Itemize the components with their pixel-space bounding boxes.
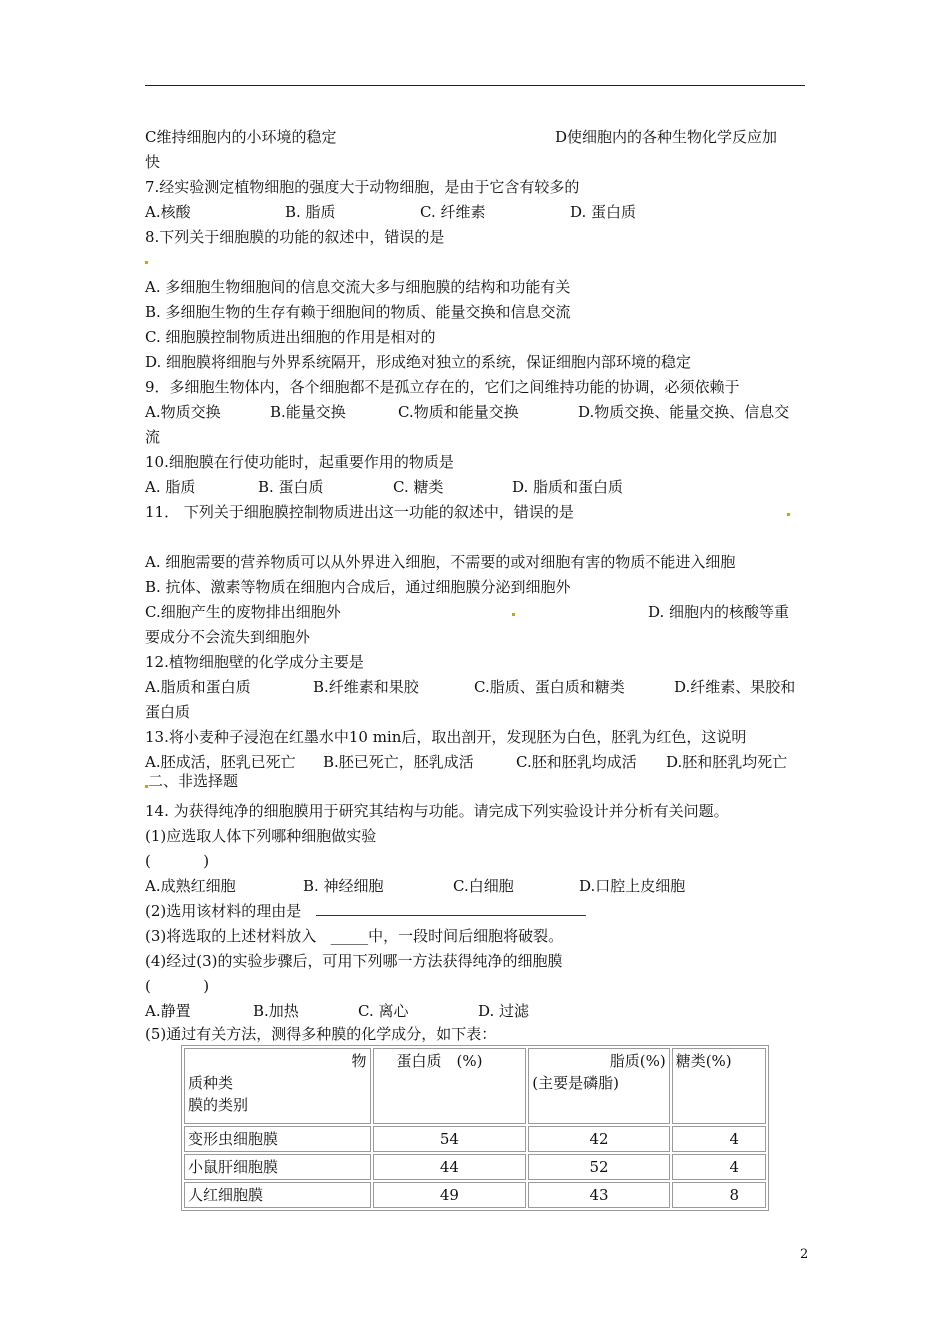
- q11-option-b: B. 抗体、激素等物质在细胞内合成后，通过细胞膜分泌到细胞外: [145, 578, 571, 596]
- lipid-header: 脂质(%) (主要是磷脂): [528, 1048, 669, 1124]
- q14-part4-option-c: C. 离心: [358, 1002, 409, 1020]
- q9-wrap: 流: [145, 428, 161, 446]
- protein-value: 54: [373, 1126, 527, 1152]
- q6-option-c: C维持细胞内的小环境的稳定: [145, 128, 337, 146]
- membrane-composition-table: [181, 1045, 769, 1211]
- q6-option-d-wrap: 快: [145, 153, 161, 171]
- q8-option-d: D. 细胞膜将细胞与外界系统隔开，形成绝对独立的系统，保证细胞内部环境的稳定: [145, 353, 692, 371]
- q12-option-c: C.脂质、蛋白质和糖类: [474, 678, 625, 696]
- q13-option-c: C.胚和胚乳均成活: [516, 753, 637, 771]
- q14-part1-option-a: A.成熟红细胞: [145, 877, 236, 895]
- section-heading: 二、非选择题: [148, 772, 239, 790]
- q12-wrap: 蛋白质: [145, 703, 191, 721]
- corner-label-3: 膜的类别: [188, 1096, 249, 1114]
- q13-option-b: B.胚已死亡，胚乳成活: [323, 753, 474, 771]
- protein-value: 44: [373, 1154, 527, 1180]
- q14-part4: (4)经过(3)的实验步骤后，可用下列哪一方法获得纯净的细胞膜: [145, 952, 563, 970]
- corner-label-2: 质种类: [188, 1074, 234, 1092]
- q12-option-b: B.纤维素和果胶: [313, 678, 419, 696]
- q14-part1-option-b: B. 神经细胞: [303, 877, 384, 895]
- q14-part2: (2)选用该材料的理由是: [145, 901, 586, 921]
- q13-stem: 13.将小麦种子浸泡在红墨水中10 min后，取出剖开，发现胚为白色，胚乳为红色，这说明: [145, 728, 747, 746]
- q7-option-a: A.核酸: [145, 203, 191, 221]
- q12-stem: 12.植物细胞壁的化学成分主要是: [145, 653, 364, 671]
- q8-option-a: A. 多细胞生物细胞间的信息交流大多与细胞膜的结构和功能有关: [145, 278, 571, 296]
- protein-value: 49: [373, 1182, 527, 1208]
- q10-option-d: D. 脂质和蛋白质: [512, 478, 624, 496]
- q14-part1: (1)应选取人体下列哪种细胞做实验: [145, 827, 377, 845]
- row-label: 小鼠肝细胞膜: [184, 1154, 371, 1180]
- q14-answer-paren-2[interactable]: ( ): [145, 977, 210, 995]
- q14-part3: (3)将选取的上述材料放入 _____中，一段时间后细胞将破裂。: [145, 927, 564, 945]
- q6-option-d: D使细胞内的各种生物化学反应加: [555, 128, 778, 146]
- sugar-header: 糖类(%): [672, 1048, 766, 1124]
- q8-stem: 8.下列关于细胞膜的功能的叙述中，错误的是: [145, 228, 445, 246]
- q9-option-a: A.物质交换: [145, 403, 221, 421]
- q10-option-c: C. 糖类: [393, 478, 444, 496]
- lipid-value: 52: [528, 1154, 669, 1180]
- table-row: [184, 1154, 766, 1180]
- protein-header: 蛋白质 (%): [373, 1048, 527, 1124]
- q9-option-c: C.物质和能量交换: [398, 403, 519, 421]
- table-row: [184, 1126, 766, 1152]
- q9-option-b: B.能量交换: [270, 403, 346, 421]
- q7-option-c: C. 纤维素: [420, 203, 486, 221]
- q10-option-b: B. 蛋白质: [258, 478, 324, 496]
- corner-label-1: 物: [351, 1052, 367, 1070]
- q11-option-d: D. 细胞内的核酸等重: [648, 603, 790, 621]
- q10-stem: 10.细胞膜在行使功能时，起重要作用的物质是: [145, 453, 454, 471]
- sugar-value: 4: [672, 1154, 766, 1180]
- q11-option-d-wrap: 要成分不会流失到细胞外: [145, 628, 311, 646]
- sugar-value: 4: [672, 1126, 766, 1152]
- q14-part4-option-b: B.加热: [253, 1002, 299, 1020]
- lipid-value: 43: [528, 1182, 669, 1208]
- q14-stem: 14. 为获得纯净的细胞膜用于研究其结构与功能。请完成下列实验设计并分析有关问题。: [145, 802, 729, 820]
- q9-stem: 9．多细胞生物体内，各个细胞都不是孤立存在的，它们之间维持功能的协调，必须依赖于: [145, 378, 740, 396]
- page-number: 2: [800, 1247, 809, 1262]
- sugar-value: 8: [672, 1182, 766, 1208]
- q12-option-d: D.纤维素、果胶和: [674, 678, 796, 696]
- q7-option-d: D. 蛋白质: [570, 203, 637, 221]
- q11-option-a: A. 细胞需要的营养物质可以从外界进入细胞，不需要的或对细胞有害的物质不能进入细胞: [145, 553, 736, 571]
- q7-stem: 7.经实验测定植物细胞的强度大于动物细胞，是由于它含有较多的: [145, 178, 580, 196]
- q14-answer-paren-1[interactable]: ( ): [145, 852, 210, 870]
- row-label: 变形虫细胞膜: [184, 1126, 371, 1152]
- q13-option-a: A.胚成活，胚乳已死亡: [145, 753, 296, 771]
- marker-dot: [512, 613, 515, 616]
- q14-part5: (5)通过有关方法，测得多种膜的化学成分，如下表：: [145, 1025, 497, 1043]
- q7-option-b: B. 脂质: [285, 203, 336, 221]
- q14-part1-option-d: D.口腔上皮细胞: [579, 877, 686, 895]
- q14-part3-blank[interactable]: _____中，一段时间后细胞将破裂。: [330, 927, 564, 945]
- q14-part1-option-c: C.白细胞: [453, 877, 514, 895]
- q14-part2-blank[interactable]: [316, 901, 586, 916]
- table-row: [184, 1182, 766, 1208]
- q14-part4-option-d: D. 过滤: [478, 1002, 530, 1020]
- table-corner-cell: [184, 1048, 371, 1124]
- q11-stem: 11． 下列关于细胞膜控制物质进出这一功能的叙述中，错误的是: [145, 503, 574, 521]
- marker-dot: [787, 513, 790, 516]
- q9-option-d: D.物质交换、能量交换、信息交: [578, 403, 790, 421]
- row-label: 人红细胞膜: [184, 1182, 371, 1208]
- header-rule: [145, 85, 805, 86]
- lipid-value: 42: [528, 1126, 669, 1152]
- table-header-row: [184, 1048, 766, 1124]
- q11-option-c: C.细胞产生的废物排出细胞外: [145, 603, 341, 621]
- q12-option-a: A.脂质和蛋白质: [145, 678, 251, 696]
- q10-option-a: A. 脂质: [145, 478, 196, 496]
- q8-option-b: B. 多细胞生物的生存有赖于细胞间的物质、能量交换和信息交流: [145, 303, 571, 321]
- q13-option-d: D.胚和胚乳均死亡: [666, 753, 788, 771]
- q14-part4-option-a: A.静置: [145, 1002, 191, 1020]
- q8-option-c: C. 细胞膜控制物质进出细胞的作用是相对的: [145, 328, 436, 346]
- marker-dot: [145, 261, 148, 264]
